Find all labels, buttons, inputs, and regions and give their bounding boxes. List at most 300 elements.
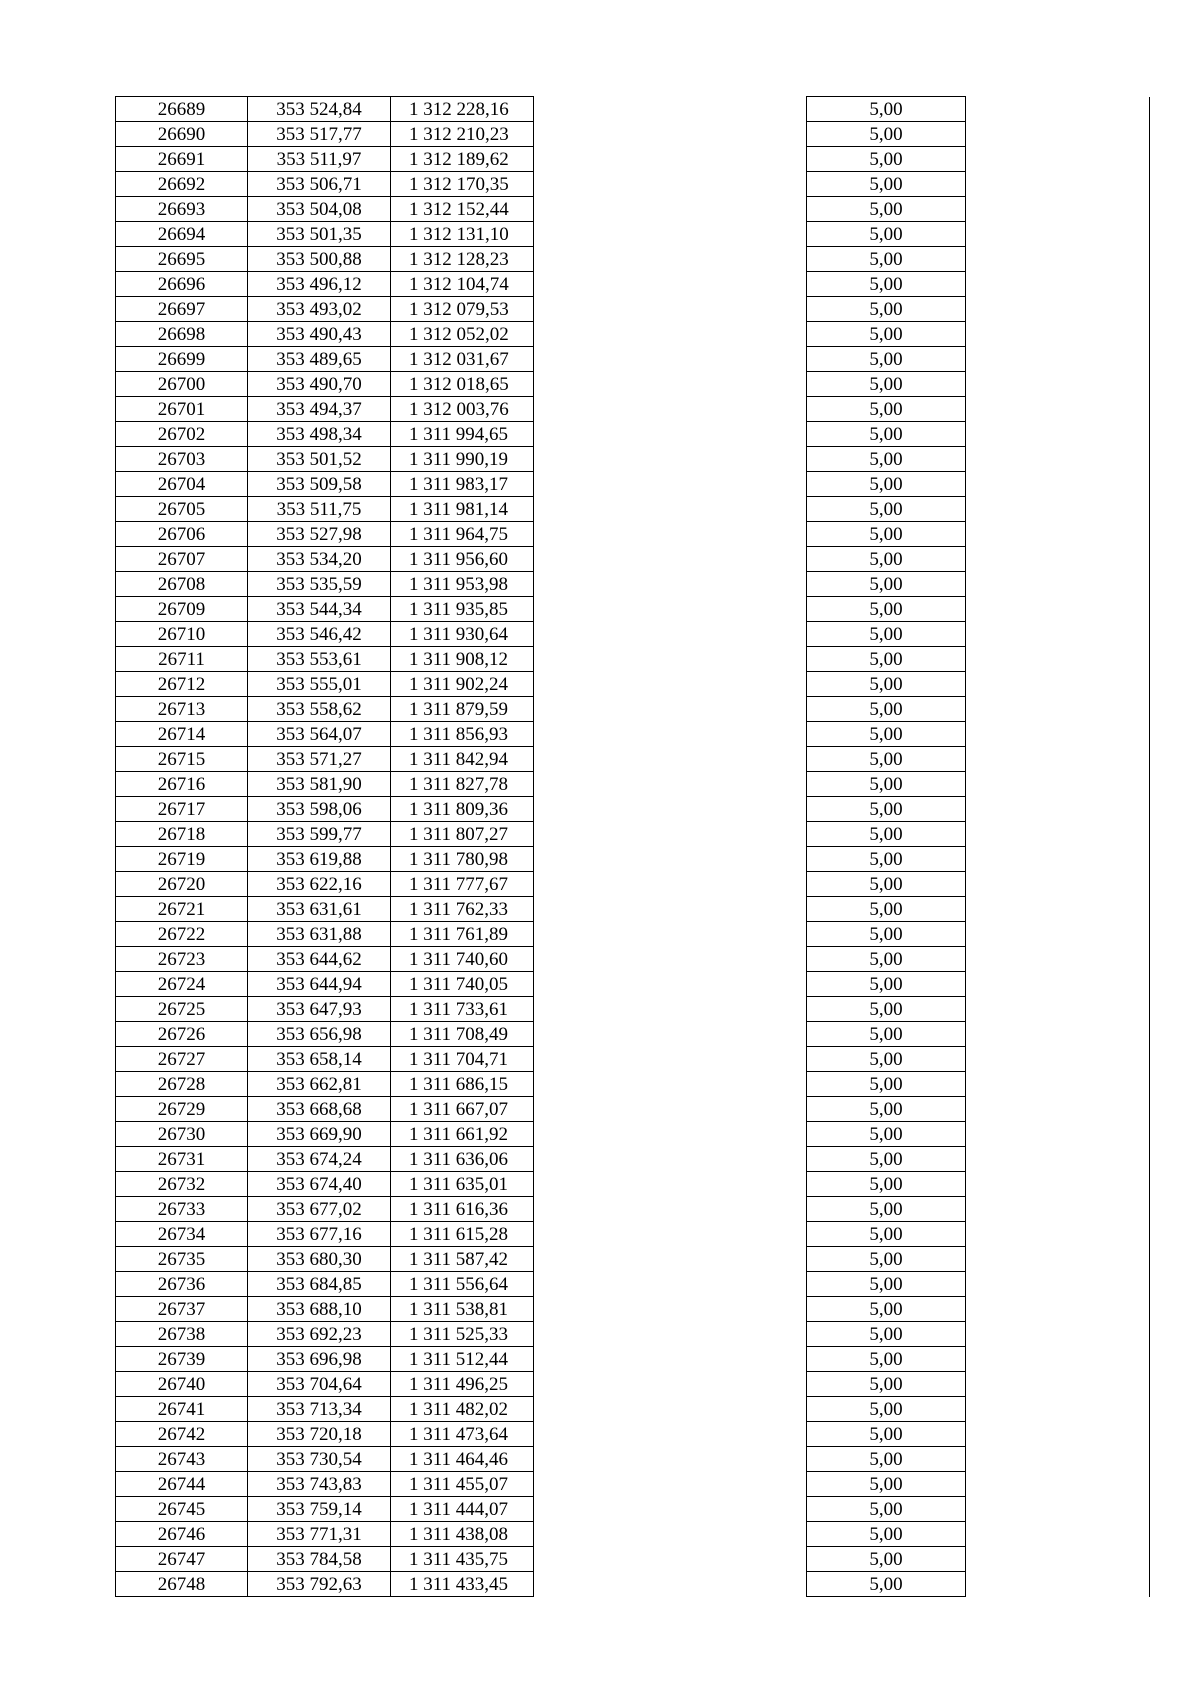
empty-cell [534,247,807,272]
value-cell: 5,00 [807,422,966,447]
y-coordinate-cell: 1 311 444,07 [391,1497,534,1522]
x-coordinate-cell: 353 656,98 [248,1022,391,1047]
value-cell: 5,00 [807,397,966,422]
empty-cell [534,1372,807,1397]
table-row [116,697,1150,722]
y-coordinate-cell: 1 311 455,07 [391,1472,534,1497]
y-coordinate-cell: 1 312 189,62 [391,147,534,172]
point-number-cell: 26724 [116,972,248,997]
x-coordinate-cell: 353 501,52 [248,447,391,472]
note-cell [966,1247,1150,1272]
point-number-cell: 26702 [116,422,248,447]
empty-cell [534,1197,807,1222]
empty-cell [534,922,807,947]
note-cell [966,922,1150,947]
point-number-cell: 26736 [116,1272,248,1297]
note-cell [966,797,1150,822]
table-row [116,797,1150,822]
value-cell: 5,00 [807,622,966,647]
empty-cell [534,1297,807,1322]
note-cell [966,772,1150,797]
empty-cell [534,1322,807,1347]
value-cell: 5,00 [807,997,966,1022]
x-coordinate-cell: 353 644,94 [248,972,391,997]
table-row [116,1022,1150,1047]
note-cell [966,1122,1150,1147]
y-coordinate-cell: 1 312 228,16 [391,97,534,122]
x-coordinate-cell: 353 564,07 [248,722,391,747]
table-row [116,1347,1150,1372]
point-number-cell: 26709 [116,597,248,622]
value-cell: 5,00 [807,522,966,547]
point-number-cell: 26745 [116,1497,248,1522]
table-row [116,372,1150,397]
note-cell [966,972,1150,997]
empty-cell [534,972,807,997]
table-row [116,547,1150,572]
x-coordinate-cell: 353 599,77 [248,822,391,847]
x-coordinate-cell: 353 696,98 [248,1347,391,1372]
x-coordinate-cell: 353 669,90 [248,1122,391,1147]
x-coordinate-cell: 353 553,61 [248,647,391,672]
table-row [116,247,1150,272]
x-coordinate-cell: 353 677,02 [248,1197,391,1222]
note-cell [966,997,1150,1022]
note-cell [966,497,1150,522]
point-number-cell: 26725 [116,997,248,1022]
empty-cell [534,997,807,1022]
y-coordinate-cell: 1 311 908,12 [391,647,534,672]
x-coordinate-cell: 353 743,83 [248,1472,391,1497]
table-row [116,1147,1150,1172]
x-coordinate-cell: 353 544,34 [248,597,391,622]
empty-cell [534,522,807,547]
table-row [116,1547,1150,1572]
x-coordinate-cell: 353 771,31 [248,1522,391,1547]
note-cell [966,1547,1150,1572]
x-coordinate-cell: 353 490,70 [248,372,391,397]
table-row [116,622,1150,647]
x-coordinate-cell: 353 509,58 [248,472,391,497]
empty-cell [534,947,807,972]
y-coordinate-cell: 1 311 983,17 [391,472,534,497]
x-coordinate-cell: 353 500,88 [248,247,391,272]
empty-cell [534,1222,807,1247]
x-coordinate-cell: 353 713,34 [248,1397,391,1422]
table-row [116,772,1150,797]
note-cell [966,1272,1150,1297]
point-number-cell: 26697 [116,297,248,322]
note-cell [966,1397,1150,1422]
value-cell: 5,00 [807,1347,966,1372]
y-coordinate-cell: 1 311 556,64 [391,1272,534,1297]
empty-cell [534,1572,807,1597]
note-cell [966,447,1150,472]
empty-cell [534,697,807,722]
value-cell: 5,00 [807,1122,966,1147]
table-row [116,572,1150,597]
empty-cell [534,422,807,447]
y-coordinate-cell: 1 311 762,33 [391,897,534,922]
x-coordinate-cell: 353 688,10 [248,1297,391,1322]
coordinates-table [115,96,1150,1597]
table-row [116,272,1150,297]
point-number-cell: 26700 [116,372,248,397]
table-row [116,972,1150,997]
table-row [116,1047,1150,1072]
x-coordinate-cell: 353 490,43 [248,322,391,347]
y-coordinate-cell: 1 311 994,65 [391,422,534,447]
x-coordinate-cell: 353 677,16 [248,1222,391,1247]
empty-cell [534,622,807,647]
y-coordinate-cell: 1 311 879,59 [391,697,534,722]
empty-cell [534,1272,807,1297]
note-cell [966,97,1150,122]
value-cell: 5,00 [807,172,966,197]
value-cell: 5,00 [807,1447,966,1472]
x-coordinate-cell: 353 644,62 [248,947,391,972]
x-coordinate-cell: 353 598,06 [248,797,391,822]
table-row [116,522,1150,547]
point-number-cell: 26719 [116,847,248,872]
point-number-cell: 26730 [116,1122,248,1147]
table-row [116,97,1150,122]
point-number-cell: 26693 [116,197,248,222]
y-coordinate-cell: 1 311 956,60 [391,547,534,572]
value-cell: 5,00 [807,147,966,172]
note-cell [966,1447,1150,1472]
table-row [116,1322,1150,1347]
y-coordinate-cell: 1 312 128,23 [391,247,534,272]
note-cell [966,822,1150,847]
table-row [116,647,1150,672]
x-coordinate-cell: 353 571,27 [248,747,391,772]
value-cell: 5,00 [807,972,966,997]
empty-cell [534,1147,807,1172]
x-coordinate-cell: 353 555,01 [248,672,391,697]
y-coordinate-cell: 1 311 433,45 [391,1572,534,1597]
table-row [116,947,1150,972]
table-row [116,397,1150,422]
table-row [116,1422,1150,1447]
note-cell [966,722,1150,747]
empty-cell [534,1497,807,1522]
empty-cell [534,297,807,322]
empty-cell [534,472,807,497]
value-cell: 5,00 [807,897,966,922]
y-coordinate-cell: 1 312 079,53 [391,297,534,322]
table-row [116,472,1150,497]
empty-cell [534,672,807,697]
point-number-cell: 26695 [116,247,248,272]
x-coordinate-cell: 353 511,97 [248,147,391,172]
x-coordinate-cell: 353 631,61 [248,897,391,922]
y-coordinate-cell: 1 311 733,61 [391,997,534,1022]
y-coordinate-cell: 1 312 031,67 [391,347,534,372]
note-cell [966,1472,1150,1497]
value-cell: 5,00 [807,1522,966,1547]
table-row [116,1497,1150,1522]
point-number-cell: 26748 [116,1572,248,1597]
point-number-cell: 26747 [116,1547,248,1572]
y-coordinate-cell: 1 311 856,93 [391,722,534,747]
note-cell [966,622,1150,647]
point-number-cell: 26716 [116,772,248,797]
value-cell: 5,00 [807,1572,966,1597]
table-row [116,597,1150,622]
x-coordinate-cell: 353 674,24 [248,1147,391,1172]
table-row [116,422,1150,447]
empty-cell [534,647,807,672]
empty-cell [534,1172,807,1197]
x-coordinate-cell: 353 680,30 [248,1247,391,1272]
table-row [116,147,1150,172]
y-coordinate-cell: 1 311 538,81 [391,1297,534,1322]
value-cell: 5,00 [807,697,966,722]
empty-cell [534,1397,807,1422]
value-cell: 5,00 [807,1297,966,1322]
note-cell [966,1047,1150,1072]
point-number-cell: 26704 [116,472,248,497]
point-number-cell: 26738 [116,1322,248,1347]
x-coordinate-cell: 353 517,77 [248,122,391,147]
table-row [116,447,1150,472]
table-row [116,1097,1150,1122]
empty-cell [534,372,807,397]
value-cell: 5,00 [807,1372,966,1397]
value-cell: 5,00 [807,372,966,397]
x-coordinate-cell: 353 498,34 [248,422,391,447]
point-number-cell: 26746 [116,1522,248,1547]
y-coordinate-cell: 1 311 990,19 [391,447,534,472]
note-cell [966,1022,1150,1047]
value-cell: 5,00 [807,1422,966,1447]
value-cell: 5,00 [807,797,966,822]
x-coordinate-cell: 353 504,08 [248,197,391,222]
table-row [116,822,1150,847]
empty-cell [534,272,807,297]
note-cell [966,947,1150,972]
note-cell [966,147,1150,172]
value-cell: 5,00 [807,322,966,347]
y-coordinate-cell: 1 311 636,06 [391,1147,534,1172]
note-cell [966,847,1150,872]
y-coordinate-cell: 1 311 777,67 [391,872,534,897]
table-row [116,997,1150,1022]
point-number-cell: 26727 [116,1047,248,1072]
table-row [116,1122,1150,1147]
table-row [116,1297,1150,1322]
x-coordinate-cell: 353 730,54 [248,1447,391,1472]
note-cell [966,1072,1150,1097]
value-cell: 5,00 [807,1047,966,1072]
note-cell [966,1297,1150,1322]
value-cell: 5,00 [807,572,966,597]
point-number-cell: 26720 [116,872,248,897]
x-coordinate-cell: 353 501,35 [248,222,391,247]
y-coordinate-cell: 1 312 104,74 [391,272,534,297]
note-cell [966,522,1150,547]
y-coordinate-cell: 1 311 842,94 [391,747,534,772]
value-cell: 5,00 [807,497,966,522]
empty-cell [534,1072,807,1097]
note-cell [966,547,1150,572]
table-row [116,1072,1150,1097]
value-cell: 5,00 [807,822,966,847]
table-row [116,322,1150,347]
point-number-cell: 26728 [116,1072,248,1097]
empty-cell [534,147,807,172]
table-row [116,1222,1150,1247]
empty-cell [534,1522,807,1547]
x-coordinate-cell: 353 668,68 [248,1097,391,1122]
point-number-cell: 26698 [116,322,248,347]
note-cell [966,1322,1150,1347]
y-coordinate-cell: 1 311 473,64 [391,1422,534,1447]
y-coordinate-cell: 1 311 935,85 [391,597,534,622]
x-coordinate-cell: 353 493,02 [248,297,391,322]
table-row [116,122,1150,147]
note-cell [966,647,1150,672]
point-number-cell: 26744 [116,1472,248,1497]
note-cell [966,747,1150,772]
value-cell: 5,00 [807,122,966,147]
x-coordinate-cell: 353 631,88 [248,922,391,947]
empty-cell [534,872,807,897]
point-number-cell: 26707 [116,547,248,572]
note-cell [966,247,1150,272]
y-coordinate-cell: 1 311 981,14 [391,497,534,522]
y-coordinate-cell: 1 311 635,01 [391,1172,534,1197]
point-number-cell: 26705 [116,497,248,522]
point-number-cell: 26741 [116,1397,248,1422]
point-number-cell: 26726 [116,1022,248,1047]
note-cell [966,1497,1150,1522]
y-coordinate-cell: 1 311 438,08 [391,1522,534,1547]
y-coordinate-cell: 1 311 953,98 [391,572,534,597]
y-coordinate-cell: 1 311 496,25 [391,1372,534,1397]
empty-cell [534,322,807,347]
x-coordinate-cell: 353 558,62 [248,697,391,722]
empty-cell [534,1347,807,1372]
x-coordinate-cell: 353 511,75 [248,497,391,522]
note-cell [966,872,1150,897]
y-coordinate-cell: 1 312 170,35 [391,172,534,197]
x-coordinate-cell: 353 684,85 [248,1272,391,1297]
y-coordinate-cell: 1 311 512,44 [391,1347,534,1372]
y-coordinate-cell: 1 311 761,89 [391,922,534,947]
note-cell [966,222,1150,247]
value-cell: 5,00 [807,1547,966,1572]
note-cell [966,597,1150,622]
x-coordinate-cell: 353 692,23 [248,1322,391,1347]
value-cell: 5,00 [807,947,966,972]
point-number-cell: 26721 [116,897,248,922]
value-cell: 5,00 [807,672,966,697]
note-cell [966,322,1150,347]
x-coordinate-cell: 353 534,20 [248,547,391,572]
table-row [116,1572,1150,1597]
point-number-cell: 26703 [116,447,248,472]
y-coordinate-cell: 1 311 964,75 [391,522,534,547]
point-number-cell: 26717 [116,797,248,822]
value-cell: 5,00 [807,1197,966,1222]
empty-cell [534,597,807,622]
y-coordinate-cell: 1 311 616,36 [391,1197,534,1222]
point-number-cell: 26739 [116,1347,248,1372]
y-coordinate-cell: 1 311 482,02 [391,1397,534,1422]
value-cell: 5,00 [807,772,966,797]
x-coordinate-cell: 353 524,84 [248,97,391,122]
point-number-cell: 26723 [116,947,248,972]
value-cell: 5,00 [807,297,966,322]
value-cell: 5,00 [807,1147,966,1172]
note-cell [966,347,1150,372]
value-cell: 5,00 [807,747,966,772]
empty-cell [534,1097,807,1122]
empty-cell [534,172,807,197]
empty-cell [534,97,807,122]
note-cell [966,1097,1150,1122]
note-cell [966,297,1150,322]
note-cell [966,1422,1150,1447]
value-cell: 5,00 [807,97,966,122]
point-number-cell: 26722 [116,922,248,947]
note-cell [966,1372,1150,1397]
table-row [116,222,1150,247]
empty-cell [534,747,807,772]
empty-cell [534,447,807,472]
y-coordinate-cell: 1 311 780,98 [391,847,534,872]
value-cell: 5,00 [807,847,966,872]
table-row [116,672,1150,697]
x-coordinate-cell: 353 581,90 [248,772,391,797]
point-number-cell: 26718 [116,822,248,847]
y-coordinate-cell: 1 311 809,36 [391,797,534,822]
value-cell: 5,00 [807,1397,966,1422]
point-number-cell: 26696 [116,272,248,297]
value-cell: 5,00 [807,447,966,472]
x-coordinate-cell: 353 546,42 [248,622,391,647]
value-cell: 5,00 [807,347,966,372]
point-number-cell: 26740 [116,1372,248,1397]
empty-cell [534,547,807,572]
table-row [116,897,1150,922]
y-coordinate-cell: 1 312 052,02 [391,322,534,347]
value-cell: 5,00 [807,1322,966,1347]
table-row [116,1172,1150,1197]
note-cell [966,1197,1150,1222]
y-coordinate-cell: 1 311 740,05 [391,972,534,997]
table-row [116,197,1150,222]
note-cell [966,1347,1150,1372]
y-coordinate-cell: 1 311 930,64 [391,622,534,647]
x-coordinate-cell: 353 506,71 [248,172,391,197]
value-cell: 5,00 [807,647,966,672]
point-number-cell: 26689 [116,97,248,122]
value-cell: 5,00 [807,272,966,297]
point-number-cell: 26711 [116,647,248,672]
y-coordinate-cell: 1 311 704,71 [391,1047,534,1072]
x-coordinate-cell: 353 535,59 [248,572,391,597]
value-cell: 5,00 [807,1172,966,1197]
point-number-cell: 26694 [116,222,248,247]
x-coordinate-cell: 353 674,40 [248,1172,391,1197]
y-coordinate-cell: 1 311 902,24 [391,672,534,697]
value-cell: 5,00 [807,1022,966,1047]
table-row [116,1272,1150,1297]
empty-cell [534,1047,807,1072]
